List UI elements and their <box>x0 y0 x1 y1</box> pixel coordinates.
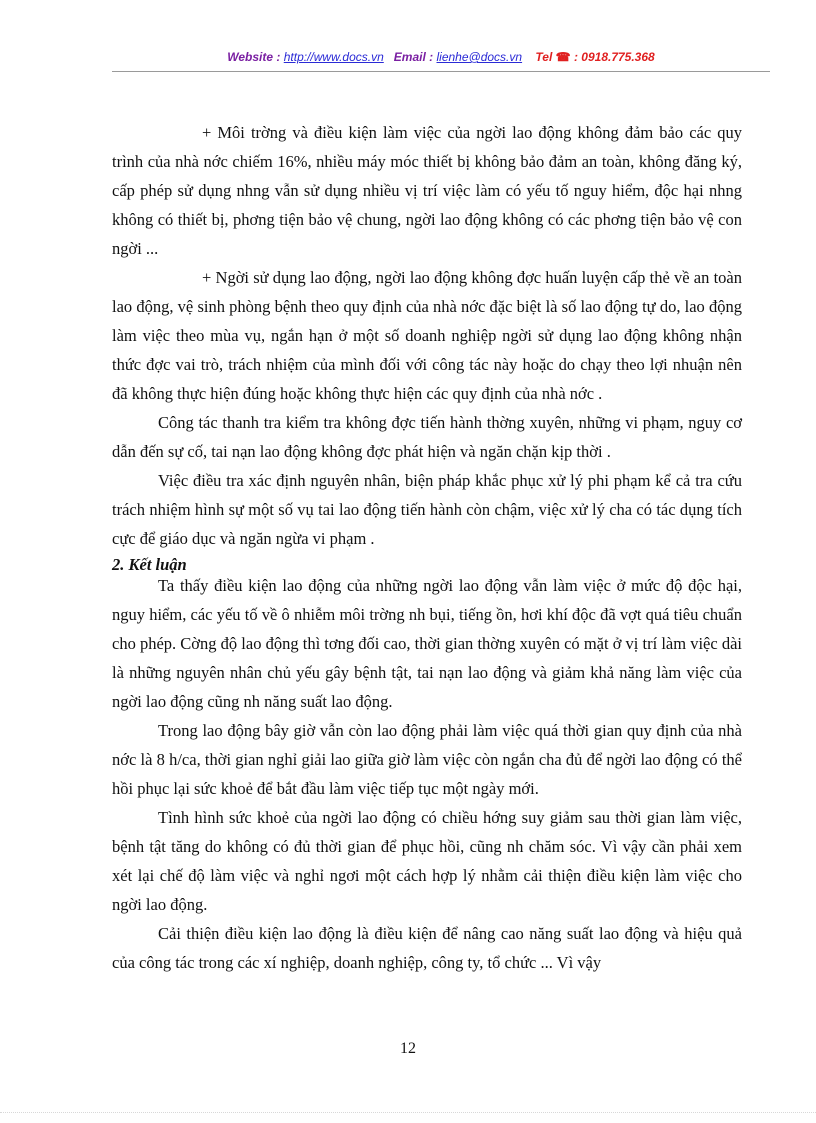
document-body <box>112 118 742 977</box>
website-label: Website : <box>227 50 281 64</box>
page-header <box>112 50 770 64</box>
phone-icon: ☎ <box>555 50 571 64</box>
page-number: 12 <box>400 1040 416 1057</box>
section-heading-conclusion: 2. Kết luận <box>112 555 187 574</box>
paragraph-investigation: Việc điều tra xác định nguyên nhân, biện pháp khắc phục xử lý phi phạm kể cả tra cứu trách nhiệm hình sự một số vụ tai lao động tiến hành còn chậm, việc xử lý cha có tác dụng tích cực để giáo dục và ngăn ngừa vi phạm . <box>112 471 742 548</box>
page-bottom-border <box>0 1112 816 1113</box>
paragraph-improvement: Cải thiện điều kiện lao động là điều kiện để nâng cao năng suất lao động và hiệu quả của công tác trong các xí nghiệp, doanh nghiệp, công ty, tổ chức ... Vì vậy <box>112 924 742 972</box>
paragraph-inspection: Công tác thanh tra kiểm tra không đợc tiến hành thờng xuyên, những vi phạm, nguy cơ dẫn đến sự cố, tai nạn lao động không đợc phát hiện và ngăn chặn kịp thời . <box>112 413 742 461</box>
website-link[interactable]: http://www.docs.vn <box>283 50 384 64</box>
email-label: Email : <box>393 50 434 64</box>
paragraph-health: Tình hình sức khoẻ của ngời lao động có chiều hớng suy giảm sau thời gian làm việc, bệnh tật tăng do không có đủ thời gian để phục hồi, cũng nh chăm sóc. Vì vậy cần phải xem xét lại chế độ làm việc và nghỉ ngơi một cách hợp lý nhằm cải thiện điều kiện làm việc cho ngời lao động. <box>112 808 742 914</box>
header-divider <box>112 71 770 72</box>
paragraph-conditions: Ta thấy điều kiện lao động của những ngời lao động vẫn làm việc ở mức độ độc hại, nguy hiểm, các yếu tố về ô nhiễm môi trờng nh bụi, tiếng ồn, hơi khí độc đã vợt quá tiêu chuẩn cho phép. Cờng độ lao động thì tơng đối cao, thời gian thờng xuyên có mặt ở vị trí làm việc dài là những nguyên nhân chủ yếu gây bệnh tật, tai nạn lao động và giảm khả năng làm việc của ngời lao động cũng nh năng suất lao động. <box>112 576 742 711</box>
paragraph-working-hours: Trong lao động bây giờ vẫn còn lao động phải làm việc quá thời gian quy định của nhà nớc là 8 h/ca, thời gian nghỉ giải lao giữa giờ làm việc còn ngắn cha đủ để ngời lao động có thể hồi phục lại sức khoẻ để bắt đầu làm việc tiếp tục một ngày mới. <box>112 721 742 798</box>
email-link[interactable]: lienhe@docs.vn <box>436 50 523 64</box>
tel-label: Tel <box>535 50 553 64</box>
paragraph-training: + Ngời sử dụng lao động, ngời lao động không đợc huấn luyện cấp thẻ về an toàn lao động, vệ sinh phòng bệnh theo quy định của nhà nớc đặc biệt là số lao động tự do, lao động làm việc theo mùa vụ, ngắn hạn ở một số doanh nghiệp ngời sử dụng lao động không nhận thức đợc vai trò, trách nhiệm của mình đối với công tác này hoặc do chạy theo lợi nhuận nên đã không thực hiện đúng hoặc không thực hiện các quy định của nhà nớc . <box>112 268 742 403</box>
paragraph-work-environment: + Môi trờng và điều kiện làm việc của ngời lao động không đảm bảo các quy trình của nhà nớc chiếm 16%, nhiều máy móc thiết bị không bảo đảm an toàn, không đăng ký, cấp phép sử dụng nhng vẫn sử dụng nhiều vị trí việc làm có yếu tố nguy hiểm, độc hại nhng không có thiết bị, phơng tiện bảo vệ chung, ngời lao động không có các phơng tiện bảo vệ con ngời ... <box>112 123 742 258</box>
phone-number: : 0918.775.368 <box>573 50 655 64</box>
